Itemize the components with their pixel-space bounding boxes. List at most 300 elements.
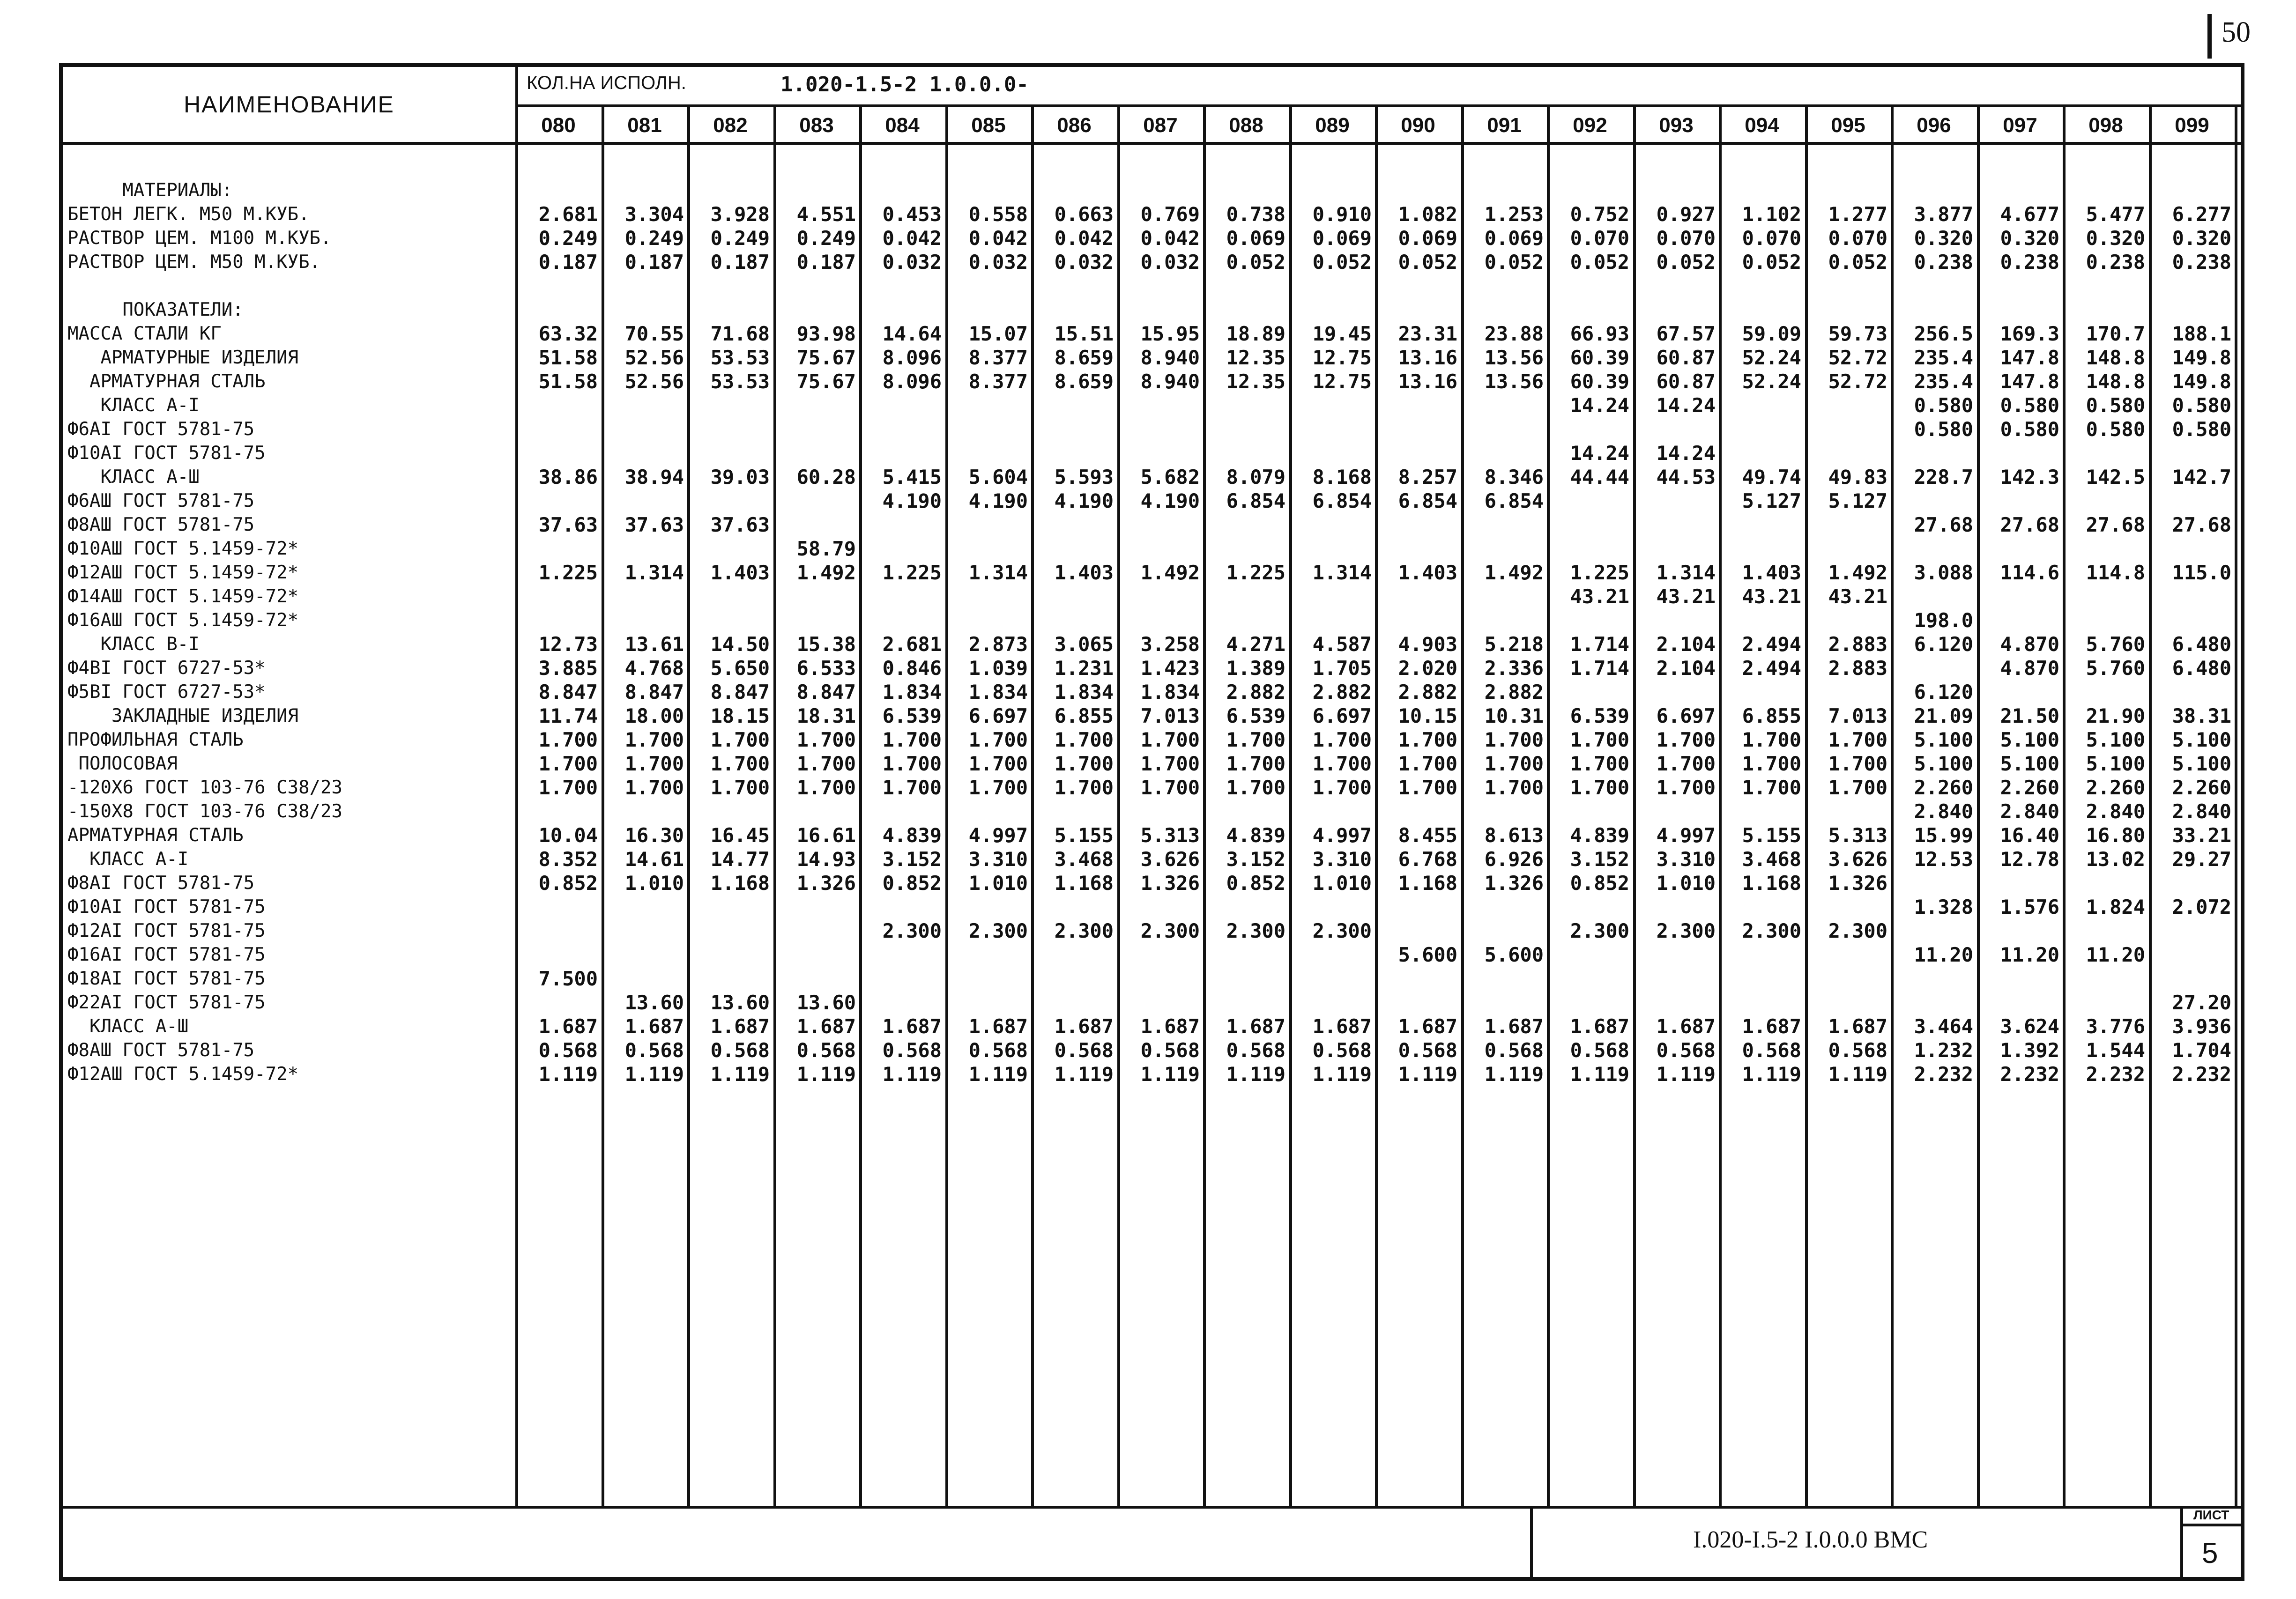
table-cell: 2.300 [882, 919, 942, 942]
table-cell: 52.56 [624, 370, 684, 393]
table-cell: 43.21 [1656, 585, 1716, 608]
table-cell: 6.926 [1484, 848, 1544, 871]
table-cell: 13.02 [2086, 848, 2145, 871]
table-cell: 1.492 [1140, 561, 1200, 584]
page-corner [2207, 14, 2287, 59]
table-cell: 1.687 [710, 1015, 770, 1038]
table-cell: 0.738 [1226, 203, 1285, 226]
table-cell: 5.100 [1914, 752, 1973, 775]
table-cell: 1.705 [1312, 657, 1372, 680]
page-corner-number: 50 [2222, 16, 2251, 48]
table-cell: 15.38 [796, 633, 856, 656]
column-line [2235, 104, 2237, 1506]
table-cell: 0.580 [2172, 394, 2231, 417]
table-cell: 1.687 [624, 1015, 684, 1038]
table-cell: 6.539 [1226, 704, 1285, 727]
table-cell: 1.700 [1226, 728, 1285, 751]
sheet-number: 5 [2202, 1537, 2218, 1569]
table-cell: 147.8 [2000, 370, 2059, 393]
column-number: 085 [971, 114, 1006, 137]
table-cell: 38.94 [624, 466, 684, 489]
table-cell: 3.304 [624, 203, 684, 226]
table-cell: 4.768 [624, 657, 684, 680]
table-cell: 1.700 [538, 752, 598, 775]
table-cell: 2.882 [1484, 681, 1544, 703]
table-cell: 1.834 [1140, 681, 1200, 703]
code-value: 1.020-1.5-2 1.0.0.0- [780, 73, 1029, 96]
table-cell: 60.39 [1570, 370, 1629, 393]
column-number: 089 [1315, 114, 1350, 137]
table-cell: 0.042 [968, 227, 1028, 250]
table-cell: 1.119 [968, 1063, 1028, 1086]
table-cell: 3.624 [2000, 1015, 2059, 1038]
table-cell: 1.225 [538, 561, 598, 584]
table-cell: 1.225 [882, 561, 942, 584]
table-cell: 5.415 [882, 466, 942, 489]
table-cell: 1.403 [1742, 561, 1801, 584]
table-cell: 1.010 [968, 872, 1028, 895]
table-cell: 3.258 [1140, 633, 1200, 656]
table-cell: 33.21 [2172, 824, 2231, 847]
table-cell: 14.24 [1570, 442, 1629, 465]
table-cell: 1.168 [1398, 872, 1457, 895]
table-cell: 8.168 [1312, 466, 1372, 489]
table-cell: 1.119 [1398, 1063, 1457, 1086]
table-cell: 3.885 [538, 657, 598, 680]
table-cell: 1.119 [538, 1063, 598, 1086]
table-cell: 14.93 [796, 848, 856, 871]
table-cell: 1.119 [1742, 1063, 1801, 1086]
table-cell: 7.013 [1140, 704, 1200, 727]
table-cell: 4.587 [1312, 633, 1372, 656]
table-cell: 3.776 [2086, 1015, 2145, 1038]
table-cell: 0.042 [1054, 227, 1114, 250]
table-cell: 1.700 [624, 776, 684, 799]
table-cell: 14.24 [1656, 442, 1716, 465]
table-cell: 0.558 [968, 203, 1028, 226]
table-cell: 2.300 [1054, 919, 1114, 942]
table-cell: 0.032 [968, 251, 1028, 274]
table-cell: 142.3 [2000, 466, 2059, 489]
row-label: КЛАСС А-Ш [67, 466, 200, 488]
row-label: МАССА СТАЛИ КГ [67, 323, 222, 344]
table-cell: 66.93 [1570, 322, 1629, 345]
table-cell: 13.16 [1398, 370, 1457, 393]
table-cell: 14.50 [710, 633, 770, 656]
table-cell: 235.4 [1914, 346, 1973, 369]
table-cell: 1.700 [1140, 776, 1200, 799]
table-cell: 4.903 [1398, 633, 1457, 656]
table-cell: 0.249 [538, 227, 598, 250]
table-cell: 75.67 [796, 346, 856, 369]
table-cell: 1.492 [1484, 561, 1544, 584]
table-cell: 6.539 [1570, 704, 1629, 727]
column-number: 087 [1143, 114, 1178, 137]
row-label: АРМАТУРНАЯ СТАЛЬ [67, 825, 244, 846]
table-cell: 51.58 [538, 370, 598, 393]
table-cell: 2.840 [2086, 800, 2145, 823]
table-cell: 12.53 [1914, 848, 1973, 871]
table-cell: 8.940 [1140, 346, 1200, 369]
table-cell: 5.600 [1398, 943, 1457, 966]
column-number: 090 [1401, 114, 1435, 137]
table-cell: 5.100 [2000, 728, 2059, 751]
table-cell: 18.15 [710, 704, 770, 727]
table-cell: 29.27 [2172, 848, 2231, 871]
table-cell: 1.700 [1054, 776, 1114, 799]
table-cell: 44.53 [1656, 466, 1716, 489]
table-cell: 12.78 [2000, 848, 2059, 871]
column-number: 099 [2175, 114, 2209, 137]
table-cell: 1.700 [796, 728, 856, 751]
table-cell: 0.052 [1656, 251, 1716, 274]
table-cell: 27.68 [1914, 513, 1973, 536]
table-cell: 4.997 [968, 824, 1028, 847]
table-cell: 1.687 [1742, 1015, 1801, 1038]
row-label: КЛАСС В-I [67, 634, 200, 655]
table-cell: 3.310 [1656, 848, 1716, 871]
table-cell: 256.5 [1914, 322, 1973, 345]
table-cell: 71.68 [710, 322, 770, 345]
table-cell: 5.155 [1742, 824, 1801, 847]
table-cell: 0.238 [2086, 251, 2145, 274]
table-cell: 6.480 [2172, 633, 2231, 656]
table-cell: 1.700 [538, 728, 598, 751]
table-cell: 149.8 [2172, 370, 2231, 393]
table-cell: 4.190 [1140, 489, 1200, 512]
table-cell: 1.168 [710, 872, 770, 895]
document-code: I.020-I.5-2 I.0.0.0 ВМС [1693, 1526, 1928, 1553]
table-cell: 0.568 [796, 1039, 856, 1062]
table-cell: 0.769 [1140, 203, 1200, 226]
table-cell: 59.73 [1828, 322, 1887, 345]
table-cell: 2.840 [2000, 800, 2059, 823]
table-cell: 1.834 [968, 681, 1028, 703]
row-label: Ф6АШ ГОСТ 5781-75 [67, 490, 255, 511]
table-cell: 2.300 [1656, 919, 1716, 942]
table-cell: 60.87 [1656, 370, 1716, 393]
table-cell: 2.883 [1828, 633, 1887, 656]
table-cell: 0.752 [1570, 203, 1629, 226]
table-cell: 23.88 [1484, 322, 1544, 345]
table-cell: 7.500 [538, 967, 598, 990]
table-cell: 5.127 [1742, 489, 1801, 512]
table-cell: 8.455 [1398, 824, 1457, 847]
table-cell: 2.300 [1828, 919, 1887, 942]
table-cell: 0.568 [1140, 1039, 1200, 1062]
column-line [1805, 104, 1808, 1506]
table-cell: 16.30 [624, 824, 684, 847]
table-cell: 0.187 [710, 251, 770, 274]
table-cell: 1.082 [1398, 203, 1457, 226]
table-cell: 49.83 [1828, 466, 1887, 489]
column-line [602, 104, 604, 1506]
table-cell: 0.249 [624, 227, 684, 250]
table-cell: 0.052 [1828, 251, 1887, 274]
table-cell: 0.568 [968, 1039, 1028, 1062]
column-number: 088 [1229, 114, 1263, 137]
table-cell: 1.389 [1226, 657, 1285, 680]
table-cell: 8.613 [1484, 824, 1544, 847]
table-cell: 0.852 [538, 872, 598, 895]
table-cell: 6.120 [1914, 681, 1973, 703]
table-cell: 11.20 [2086, 943, 2145, 966]
table-cell: 0.032 [1140, 251, 1200, 274]
table-cell: 51.58 [538, 346, 598, 369]
table-cell: 38.86 [538, 466, 598, 489]
table-cell: 3.065 [1054, 633, 1114, 656]
table-cell: 5.100 [1914, 728, 1973, 751]
table-cell: 16.45 [710, 824, 770, 847]
column-number: 084 [885, 114, 920, 137]
table-cell: 1.010 [1312, 872, 1372, 895]
table-cell: 5.218 [1484, 633, 1544, 656]
table-cell: 16.80 [2086, 824, 2145, 847]
table-cell: 1.544 [2086, 1039, 2145, 1062]
table-cell: 0.663 [1054, 203, 1114, 226]
table-cell: 2.883 [1828, 657, 1887, 680]
table-cell: 0.052 [1398, 251, 1457, 274]
row-label: Ф12АШ ГОСТ 5.1459-72* [67, 1064, 299, 1085]
table-cell: 0.238 [2172, 251, 2231, 274]
table-cell: 18.89 [1226, 322, 1285, 345]
table-cell: 2.260 [2172, 776, 2231, 799]
table-cell: 5.100 [2086, 728, 2145, 751]
row-label: ПРОФИЛЬНАЯ СТАЛЬ [67, 729, 244, 750]
table-cell: 4.870 [2000, 633, 2059, 656]
table-cell: 1.714 [1570, 657, 1629, 680]
table-cell: 2.020 [1398, 657, 1457, 680]
table-cell: 0.187 [624, 251, 684, 274]
column-number: 094 [1745, 114, 1779, 137]
table-cell: 1.700 [1054, 728, 1114, 751]
table-cell: 0.580 [2086, 418, 2145, 441]
table-cell: 148.8 [2086, 346, 2145, 369]
row-label: Ф5ВI ГОСТ 6727-53* [67, 681, 266, 703]
row-label: Ф8АI ГОСТ 5781-75 [67, 873, 255, 894]
table-cell: 13.16 [1398, 346, 1457, 369]
table-cell: 14.24 [1656, 394, 1716, 417]
table-cell: 147.8 [2000, 346, 2059, 369]
row-label: ПОКАЗАТЕЛИ: [67, 299, 244, 320]
table-cell: 5.600 [1484, 943, 1544, 966]
table-cell: 52.72 [1828, 370, 1887, 393]
table-cell: 1.704 [2172, 1039, 2231, 1062]
table-cell: 6.697 [1312, 704, 1372, 727]
row-label: Ф10АI ГОСТ 5781-75 [67, 443, 266, 464]
table-cell: 1.700 [1656, 752, 1716, 775]
table-cell: 2.300 [1140, 919, 1200, 942]
table-cell: 21.09 [1914, 704, 1973, 727]
table-cell: 8.940 [1140, 370, 1200, 393]
table-cell: 6.697 [968, 704, 1028, 727]
table-cell: 5.100 [2172, 752, 2231, 775]
table-cell: 1.010 [1656, 872, 1716, 895]
table-cell: 1.700 [1054, 752, 1114, 775]
table-cell: 2.494 [1742, 657, 1801, 680]
table-cell: 1.700 [1570, 752, 1629, 775]
row-label: Ф18АI ГОСТ 5781-75 [67, 968, 266, 989]
table-cell: 0.187 [796, 251, 856, 274]
table-cell: 8.847 [710, 681, 770, 703]
table-cell: 60.28 [796, 466, 856, 489]
column-line [1203, 104, 1206, 1506]
table-cell: 0.580 [2000, 394, 2059, 417]
column-line [1031, 104, 1034, 1506]
table-cell: 11.74 [538, 704, 598, 727]
table-cell: 2.260 [2086, 776, 2145, 799]
table-cell: 1.687 [1828, 1015, 1887, 1038]
table-cell: 12.75 [1312, 346, 1372, 369]
table-cell: 2.681 [538, 203, 598, 226]
table-cell: 8.377 [968, 346, 1028, 369]
row-label: АРМАТУРНЫЕ ИЗДЕЛИЯ [67, 347, 299, 368]
table-cell: 8.096 [882, 346, 942, 369]
table-cell: 44.44 [1570, 466, 1629, 489]
row-label: Ф14АШ ГОСТ 5.1459-72* [67, 586, 299, 607]
table-cell: 1.687 [1656, 1015, 1716, 1038]
table-cell: 1.328 [1914, 896, 1973, 918]
table-cell: 1.423 [1140, 657, 1200, 680]
table-cell: 2.873 [968, 633, 1028, 656]
table-cell: 1.700 [882, 776, 942, 799]
column-number: 095 [1831, 114, 1865, 137]
table-cell: 1.687 [1484, 1015, 1544, 1038]
table-cell: 12.35 [1226, 346, 1285, 369]
table-cell: 1.687 [968, 1015, 1028, 1038]
table-cell: 0.249 [710, 227, 770, 250]
table-cell: 6.768 [1398, 848, 1457, 871]
table-cell: 0.238 [2000, 251, 2059, 274]
table-cell: 8.847 [538, 681, 598, 703]
table-cell: 1.119 [1828, 1063, 1887, 1086]
table-cell: 59.09 [1742, 322, 1801, 345]
column-number: 093 [1659, 114, 1694, 137]
table-cell: 3.464 [1914, 1015, 1973, 1038]
column-number: 097 [2003, 114, 2037, 137]
row-label: Ф22АI ГОСТ 5781-75 [67, 992, 266, 1013]
table-cell: 11.20 [1914, 943, 1973, 966]
table-cell: 1.168 [1742, 872, 1801, 895]
table-cell: 1.119 [624, 1063, 684, 1086]
table-cell: 1.314 [624, 561, 684, 584]
table-cell: 1.700 [1828, 728, 1887, 751]
table-cell: 4.271 [1226, 633, 1285, 656]
table-cell: 4.870 [2000, 657, 2059, 680]
table-cell: 2.882 [1398, 681, 1457, 703]
table-cell: 1.326 [1828, 872, 1887, 895]
table-cell: 6.854 [1484, 489, 1544, 512]
table-cell: 5.100 [2172, 728, 2231, 751]
table-cell: 5.477 [2086, 203, 2145, 226]
table-cell: 38.31 [2172, 704, 2231, 727]
spec-sheet [59, 63, 2244, 1581]
table-cell: 0.453 [882, 203, 942, 226]
table-cell: 14.64 [882, 322, 942, 345]
table-cell: 60.39 [1570, 346, 1629, 369]
name-column-header: НАИМЕНОВАНИЕ [184, 91, 394, 118]
table-cell: 0.032 [1054, 251, 1114, 274]
column-number: 098 [2088, 114, 2123, 137]
table-cell: 4.997 [1312, 824, 1372, 847]
table-cell: 70.55 [624, 322, 684, 345]
table-cell: 4.551 [796, 203, 856, 226]
table-cell: 3.152 [1570, 848, 1629, 871]
table-cell: 1.119 [1570, 1063, 1629, 1086]
table-cell: 52.24 [1742, 370, 1801, 393]
row-label: МАТЕРИАЛЫ: [67, 180, 233, 201]
table-cell: 3.310 [968, 848, 1028, 871]
table-cell: 1.119 [1656, 1063, 1716, 1086]
table-cell: 1.168 [1054, 872, 1114, 895]
table-cell: 8.346 [1484, 466, 1544, 489]
table-cell: 3.468 [1742, 848, 1801, 871]
table-cell: 1.687 [538, 1015, 598, 1038]
table-cell: 1.326 [796, 872, 856, 895]
table-cell: 1.700 [1484, 776, 1544, 799]
table-cell: 1.403 [710, 561, 770, 584]
table-cell: 1.700 [1226, 776, 1285, 799]
table-cell: 1.700 [1828, 776, 1887, 799]
table-cell: 1.700 [1656, 776, 1716, 799]
table-cell: 1.492 [1828, 561, 1887, 584]
table-cell: 8.847 [624, 681, 684, 703]
table-cell: 2.882 [1226, 681, 1285, 703]
row-label: Ф8АШ ГОСТ 5781-75 [67, 1040, 255, 1061]
table-cell: 14.24 [1570, 394, 1629, 417]
row-label: Ф16АШ ГОСТ 5.1459-72* [67, 610, 299, 631]
table-cell: 2.840 [1914, 800, 1973, 823]
table-cell: 49.74 [1742, 466, 1801, 489]
table-cell: 169.3 [2000, 322, 2059, 345]
table-cell: 8.257 [1398, 466, 1457, 489]
column-number: 086 [1057, 114, 1092, 137]
table-cell: 0.069 [1398, 227, 1457, 250]
table-cell: 4.839 [1570, 824, 1629, 847]
table-cell: 5.650 [710, 657, 770, 680]
table-cell: 1.700 [624, 728, 684, 751]
column-number: 081 [627, 114, 662, 137]
table-cell: 1.231 [1054, 657, 1114, 680]
row-label: -150Х8 ГОСТ 103-76 С38/23 [67, 801, 342, 822]
column-line [1117, 104, 1120, 1506]
table-cell: 0.568 [1312, 1039, 1372, 1062]
table-cell: 1.700 [1398, 752, 1457, 775]
table-cell: 1.700 [1742, 728, 1801, 751]
sheet-label: ЛИСТ [2193, 1508, 2229, 1522]
table-cell: 3.626 [1828, 848, 1887, 871]
table-cell: 5.100 [2000, 752, 2059, 775]
row-label: Ф16АI ГОСТ 5781-75 [67, 944, 266, 965]
table-cell: 2.300 [1570, 919, 1629, 942]
row-label: КЛАСС А-Ш [67, 1016, 189, 1037]
column-line [687, 104, 690, 1506]
table-cell: 43.21 [1828, 585, 1887, 608]
table-cell: 2.300 [1742, 919, 1801, 942]
table-cell: 5.760 [2086, 657, 2145, 680]
table-cell: 2.072 [2172, 896, 2231, 918]
table-cell: 1.700 [1398, 776, 1457, 799]
table-cell: 1.687 [882, 1015, 942, 1038]
table-cell: 15.95 [1140, 322, 1200, 345]
column-number: 082 [713, 114, 748, 137]
table-cell: 8.659 [1054, 346, 1114, 369]
row-label: РАСТВОР ЦЕМ. М50 М.КУБ. [67, 252, 321, 273]
corner-bar [2207, 14, 2212, 59]
table-cell: 4.839 [882, 824, 942, 847]
header-bottom-line [63, 142, 2241, 145]
table-cell: 1.119 [1054, 1063, 1114, 1086]
